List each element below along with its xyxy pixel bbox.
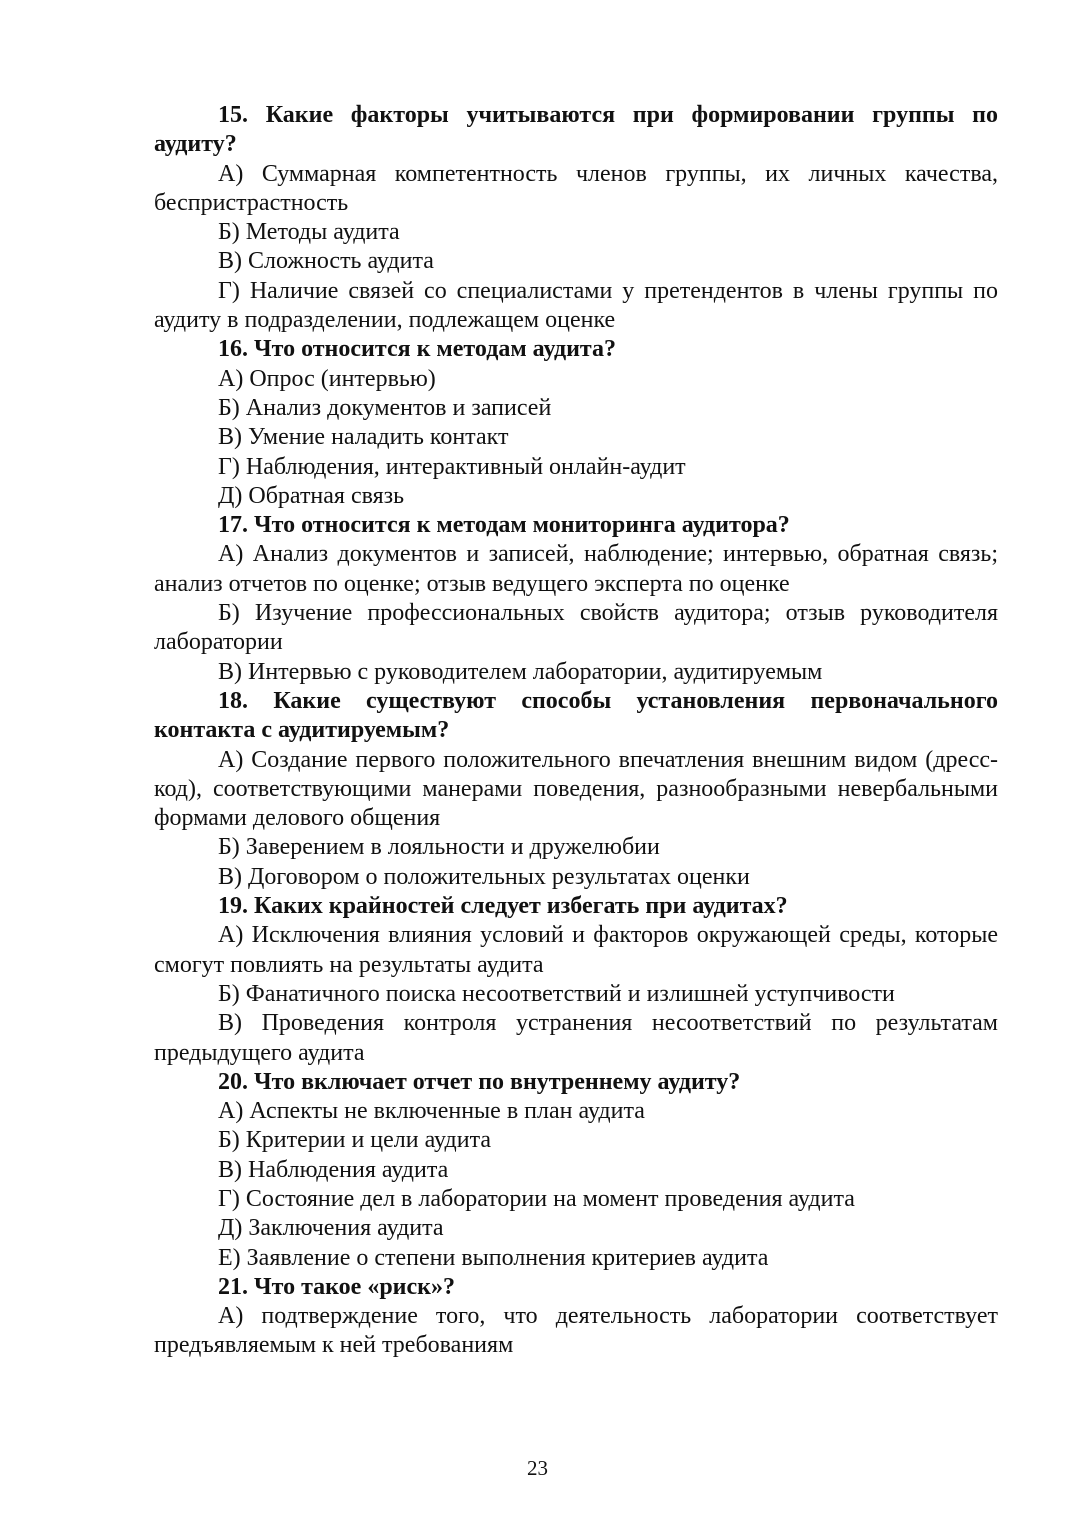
question-20-answer-b: Б) Критерии и цели аудита — [218, 1127, 492, 1154]
question-20-answer-d: Д) Заключения аудита — [218, 1215, 444, 1242]
question-15-answer-a: А) Суммарная компетентность членов группы, их личных качества, беспристрастность — [154, 160, 998, 216]
question-16-answer-b: Б) Анализ документов и записей — [218, 394, 552, 421]
question-15-answer-g: Г) Наличие связей со специалистами у претендентов в члены группы по аудиту в подразделении, подлежащем оценке — [154, 277, 998, 334]
question-16-answer-v: В) Умение наладить контакт — [218, 424, 509, 451]
question-21-title: 21. Что такое «риск»? — [218, 1273, 455, 1300]
question-18-answer-a: А) Создание первого положительного впечатления внешним видом (дресс-код), соответствующими манерами поведения, разнообразными невербальными формами делового общения — [154, 746, 998, 832]
question-17-answer-b: Б) Изучение профессиональных свойств аудитора; отзыв руководителя лаборатории — [154, 600, 998, 656]
question-19-answer-a: А) Исключения влияния условий и факторов окружающей среды, которые смогут повлиять на результаты аудита — [154, 922, 998, 978]
question-17-answer-v: В) Интервью с руководителем лаборатории, аудитируемым — [218, 658, 823, 685]
questions-text — [154, 101, 998, 1361]
question-19-title: 19. Каких крайностей следует избегать при аудитах? — [218, 893, 788, 920]
question-16-title: 16. Что относится к методам аудита? — [218, 336, 617, 363]
question-18-answer-v: В) Договором о положительных результатах оценки — [218, 863, 750, 890]
question-20-answer-a: А) Аспекты не включенные в план аудита — [218, 1098, 645, 1125]
question-21-answer-a: А) подтверждение того, что деятельность лаборатории соответствует предъявляемым к ней требованиям — [154, 1303, 998, 1359]
question-15-answer-b: Б) Методы аудита — [218, 219, 400, 246]
question-16-answer-g: Г) Наблюдения, интерактивный онлайн-аудит — [218, 453, 686, 480]
question-20-answer-v: В) Наблюдения аудита — [218, 1156, 449, 1183]
question-20-answer-e: Е) Заявление о степени выполнения критериев аудита — [218, 1244, 769, 1271]
question-18-answer-b: Б) Заверением в лояльности и дружелюбии — [218, 834, 660, 861]
question-15-title: 15. Какие факторы учитываются при формировании группы по аудиту? — [154, 102, 998, 158]
question-16-answer-a: А) Опрос (интервью) — [218, 365, 436, 392]
question-20-answer-g: Г) Состояние дел в лаборатории на момент проведения аудита — [218, 1185, 855, 1212]
question-19-answer-b: Б) Фанатичного поиска несоответствий и излишней уступчивости — [218, 980, 895, 1007]
question-16-answer-d: Д) Обратная связь — [218, 482, 405, 509]
question-19-answer-v: В) Проведения контроля устранения несоответствий по результатам предыдущего аудита — [154, 1010, 998, 1066]
question-17-title: 17. Что относится к методам мониторинга аудитора? — [218, 512, 790, 539]
question-18-title: 18. Какие существуют способы установления первоначального контакта с аудитируемым? — [154, 687, 998, 744]
question-15-answer-v: В) Сложность аудита — [218, 248, 434, 275]
question-17-answer-a: А) Анализ документов и записей, наблюдение; интервью, обратная связь; анализ отчетов по оценке; отзыв ведущего эксперта по оценке — [154, 541, 998, 597]
page-number: 23 — [527, 1456, 548, 1480]
question-20-title: 20. Что включает отчет по внутреннему аудиту? — [218, 1068, 741, 1095]
